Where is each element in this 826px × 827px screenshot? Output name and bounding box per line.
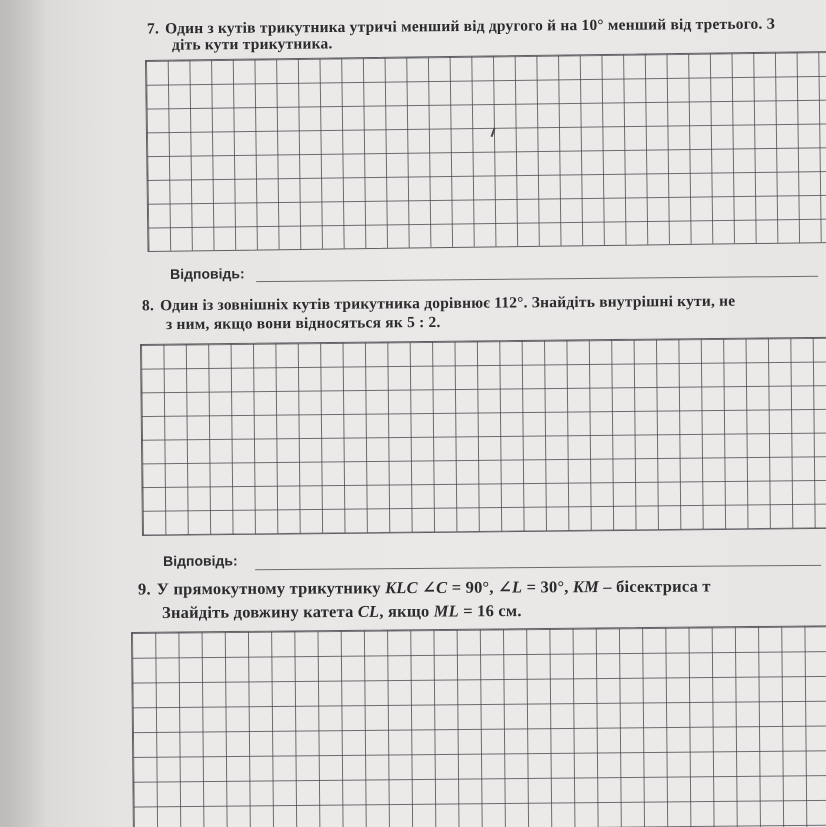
task-7-text-line-2: діть кути трикутника. xyxy=(171,35,333,54)
task-9-text-2a: Знайдіть довжину катета xyxy=(161,601,354,622)
task-8-answer xyxy=(163,548,823,575)
task-7-number: 7. xyxy=(146,20,160,38)
angle-c-value: = 90°, xyxy=(451,577,494,597)
angle-l: ∠L xyxy=(497,577,523,597)
triangle-name: KLC xyxy=(385,578,418,598)
task-8-number: 8. xyxy=(141,297,155,315)
task-8-answer-label: Відповідь: xyxy=(163,552,238,569)
task-9-line-2 xyxy=(162,601,522,623)
task-9-line-1 xyxy=(138,577,711,600)
angle-l-value: = 30°, xyxy=(526,577,569,597)
task-7-answer xyxy=(170,260,820,288)
task-7-line-1 xyxy=(147,16,775,39)
task-8-line-1 xyxy=(142,293,735,316)
task-7-grid[interactable] xyxy=(145,51,826,252)
bisector-name: KM xyxy=(572,577,599,597)
task-8-answer-line[interactable] xyxy=(255,565,821,570)
task-9-grid[interactable] xyxy=(131,625,826,827)
task-9-number: 9. xyxy=(137,579,151,599)
task-8-grid[interactable] xyxy=(140,337,826,536)
task-7-answer-line[interactable] xyxy=(256,276,818,282)
angle-c: ∠C xyxy=(422,577,448,598)
page-edge-shadow xyxy=(0,0,46,827)
task-8-line-2 xyxy=(166,314,441,334)
task-9-text-a: У прямокутному трикутнику xyxy=(156,578,381,599)
segment-ml: ML xyxy=(433,601,459,621)
task-7-text-line-1: Один з кутів трикутника утричі менший від другого й на 10° менший від третього. З xyxy=(164,15,776,38)
leg-cl: CL xyxy=(357,601,380,621)
segment-ml-value: = 16 см. xyxy=(463,601,522,621)
task-9-text-h: – бісектриса т xyxy=(603,576,711,597)
task-8-text-line-1: Один із зовнішніх кутів трикутника дорівнює 112°. Знайдіть внутрішні кути, не xyxy=(159,292,736,315)
task-7-line-2 xyxy=(172,35,333,54)
task-9-text-2c: , якщо xyxy=(379,601,430,621)
task-8-text-line-2: з ним, якщо вони відносяться як 5 : 2. xyxy=(165,313,441,334)
task-7-answer-label: Відповідь: xyxy=(170,265,245,282)
